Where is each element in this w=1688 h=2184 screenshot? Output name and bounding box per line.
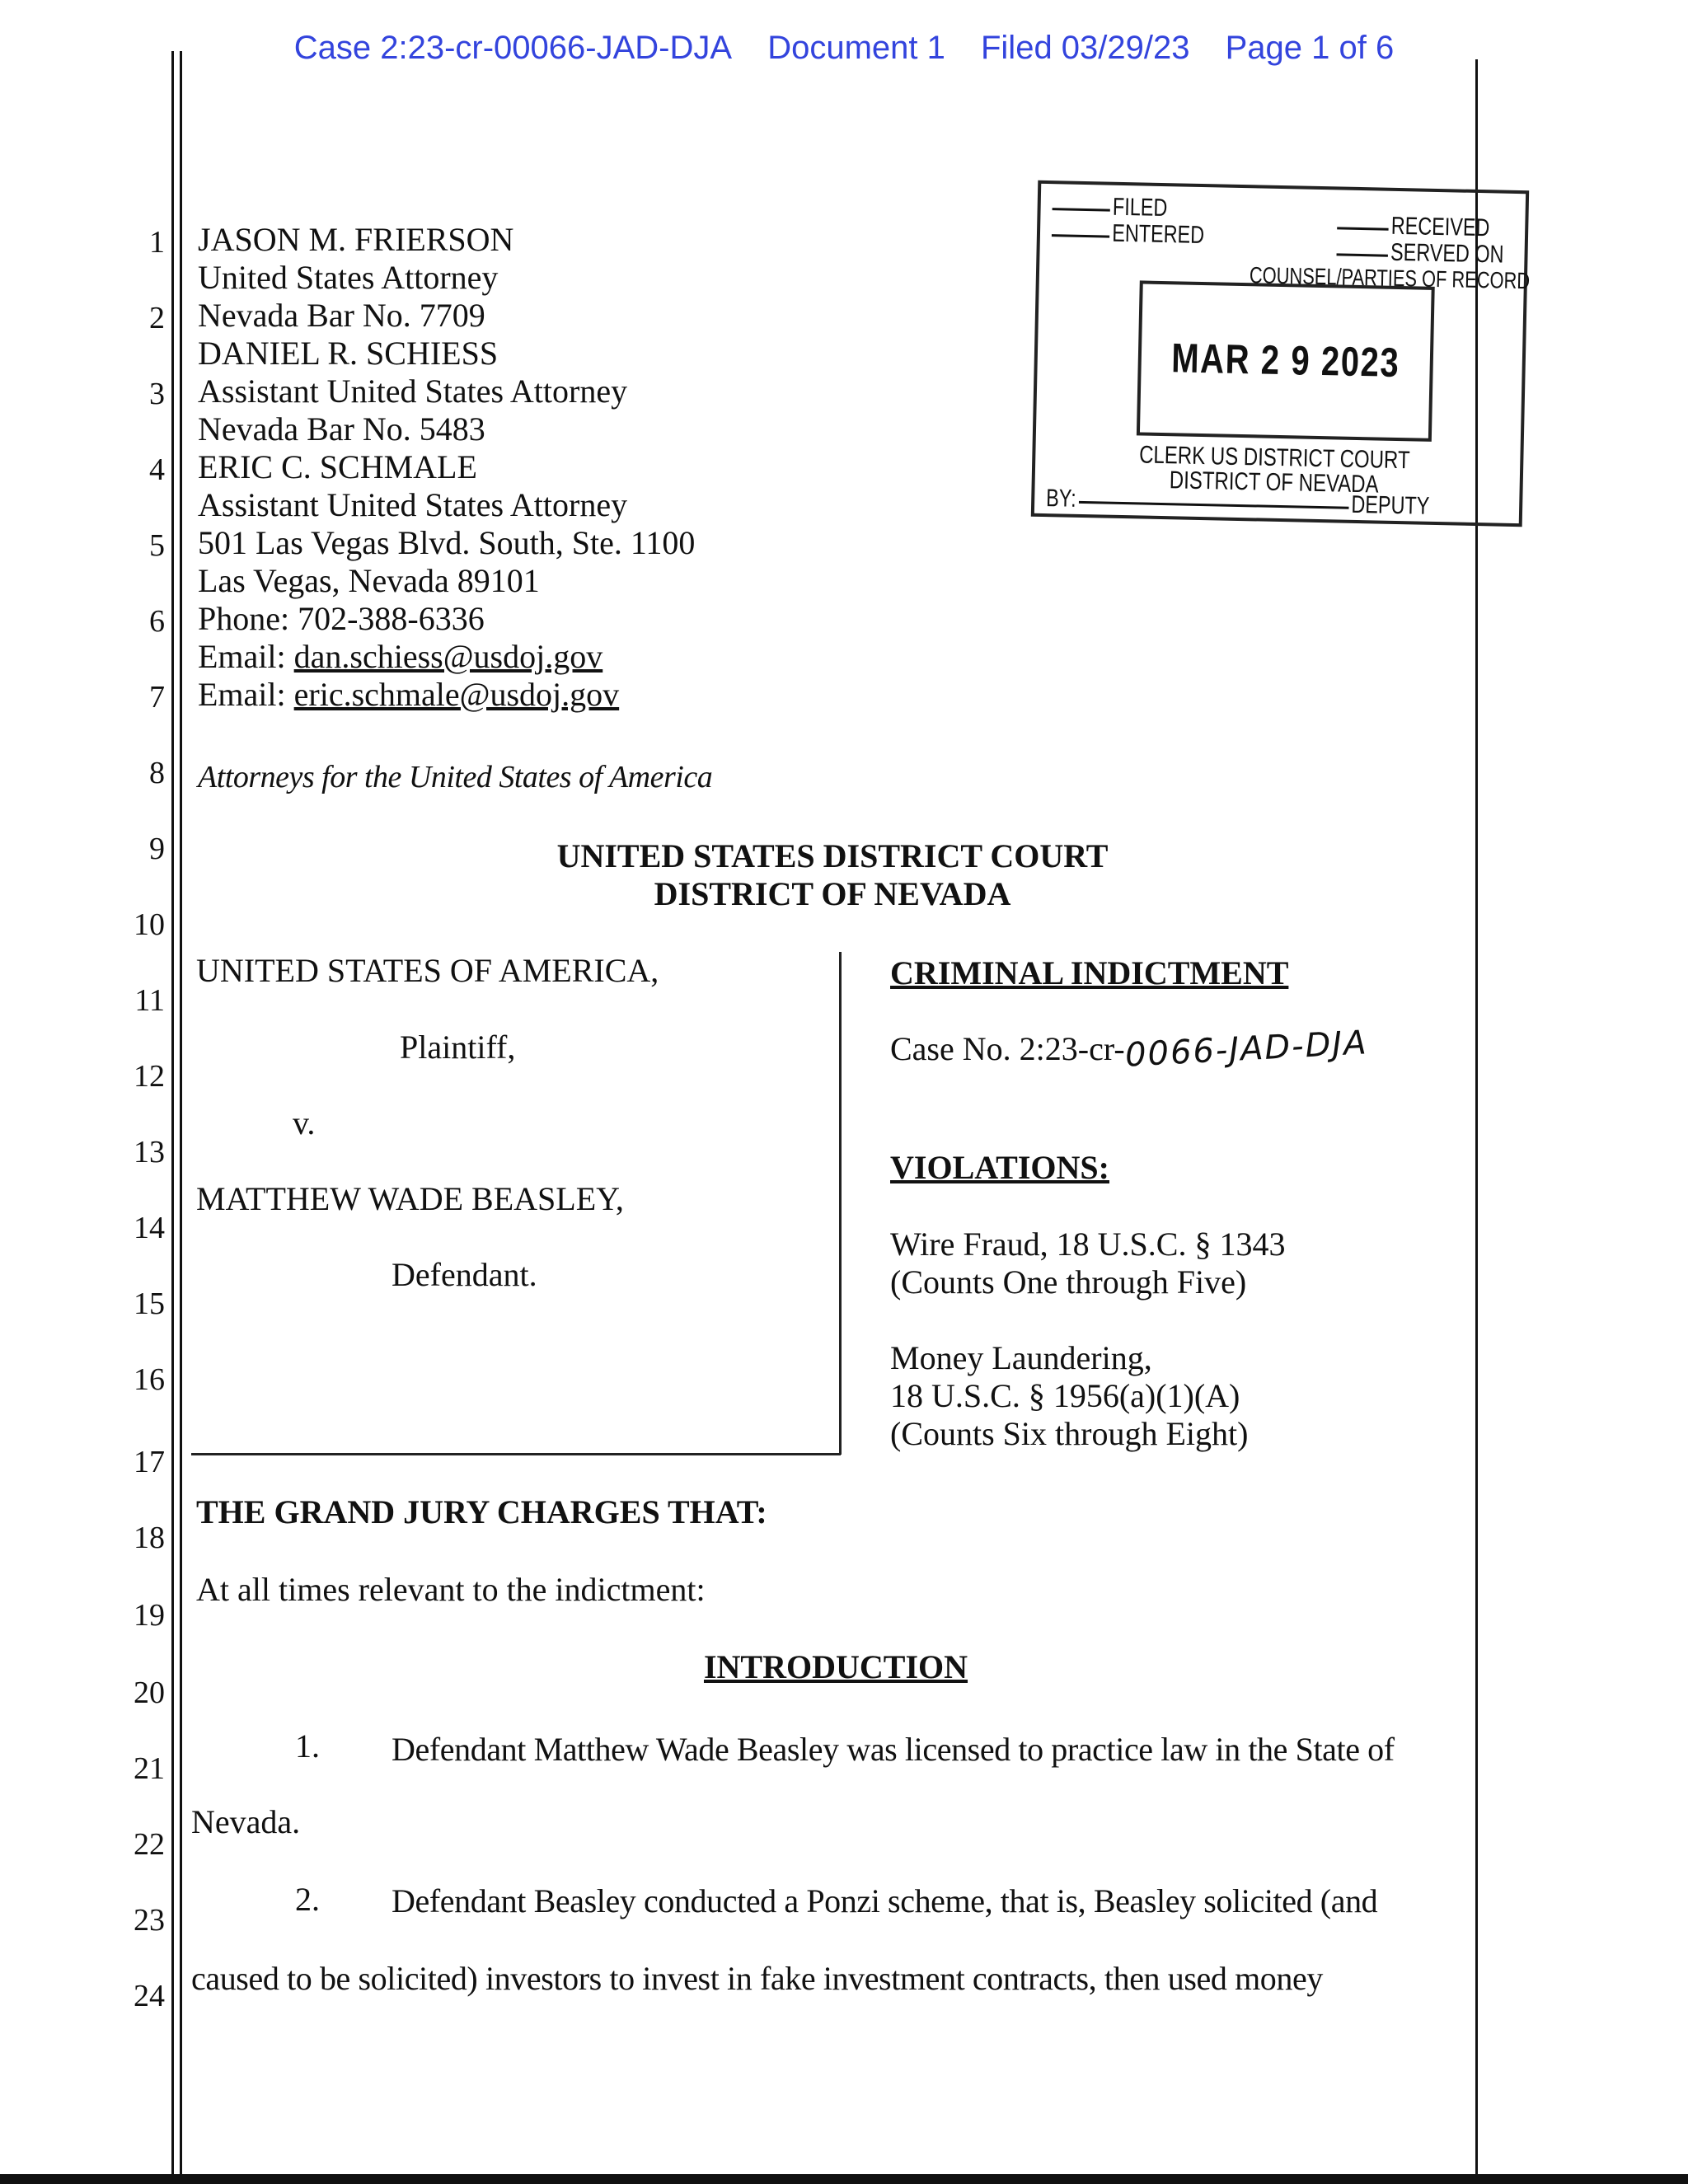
- plaintiff-label: Plaintiff,: [400, 1029, 516, 1066]
- paragraph-2-number: 2.: [295, 1881, 320, 1918]
- line-number: 13: [134, 1135, 165, 1169]
- stamp-date-box: [1137, 280, 1435, 441]
- attorney-line: 501 Las Vegas Blvd. South, Ste. 1100: [198, 524, 696, 561]
- caption-divider-horizontal: [191, 1453, 841, 1455]
- violation-money-laundering: Money Laundering,: [890, 1339, 1152, 1376]
- stamp-served-on: SERVED ON: [1336, 237, 1504, 269]
- line-number: 16: [134, 1362, 165, 1397]
- paragraph-1-number: 1.: [295, 1727, 320, 1765]
- filing-stamp: [1031, 180, 1529, 527]
- paragraph-1-line-2: Nevada.: [191, 1803, 301, 1840]
- paragraph-2-line-1: Defendant Beasley conducted a Ponzi scheme, that is, Beasley solicited (and: [392, 1882, 1378, 1919]
- line-number: 8: [149, 756, 165, 790]
- caption-divider-vertical: [839, 952, 842, 1455]
- attorney-line: Nevada Bar No. 7709: [198, 297, 485, 334]
- line-number: 21: [134, 1751, 165, 1786]
- line-number: 2: [149, 301, 165, 335]
- line-number: 12: [134, 1059, 165, 1094]
- violation-wire-fraud: Wire Fraud, 18 U.S.C. § 1343: [890, 1226, 1286, 1263]
- court-district: DISTRICT OF NEVADA: [654, 875, 1011, 912]
- email-line: [198, 676, 695, 714]
- stamp-date: MAR 2 9 2023: [1170, 335, 1400, 387]
- stamp-entered: ENTERED: [1052, 218, 1205, 250]
- email-link-schmale[interactable]: eric.schmale@usdoj.gov: [293, 676, 620, 713]
- attorney-line: Assistant United States Attorney: [198, 373, 628, 410]
- document-header: [0, 30, 1688, 67]
- line-number: 18: [134, 1521, 165, 1555]
- plaintiff-name: UNITED STATES OF AMERICA,: [196, 952, 659, 989]
- attorney-line: Assistant United States Attorney: [198, 486, 628, 523]
- left-margin-rule-outer: [171, 51, 174, 2174]
- header-filed: Filed 03/29/23: [980, 30, 1190, 66]
- line-number: 5: [149, 528, 165, 563]
- attorneys-for: Attorneys for the United States of America: [198, 760, 713, 794]
- case-number: [890, 1024, 1369, 1075]
- grand-jury-charges: THE GRAND JURY CHARGES THAT:: [196, 1493, 767, 1530]
- attorney-block: [198, 221, 695, 714]
- attorney-line: ERIC C. SCHMALE: [198, 448, 477, 485]
- line-number: 7: [149, 680, 165, 715]
- line-number: 15: [134, 1286, 165, 1321]
- email-label: Email:: [198, 638, 294, 675]
- email-link-schiess[interactable]: dan.schiess@usdoj.gov: [293, 638, 603, 675]
- email-line: [198, 638, 695, 676]
- page-bottom-edge: [0, 2174, 1688, 2184]
- stamp-filed: FILED: [1052, 192, 1167, 223]
- attorney-line: Las Vegas, Nevada 89101: [198, 562, 540, 599]
- line-number: 3: [149, 377, 165, 411]
- stamp-by: BY: DEPUTY: [1045, 485, 1430, 520]
- line-number: 4: [149, 452, 165, 487]
- email-label: Email:: [198, 676, 294, 713]
- attorney-line: Nevada Bar No. 5483: [198, 410, 485, 448]
- relevant-times: At all times relevant to the indictment:: [196, 1571, 706, 1608]
- case-number-handwritten: 0066-JAD-DJA: [1123, 1024, 1369, 1075]
- line-number: 11: [134, 983, 165, 1018]
- paragraph-2-line-2: caused to be solicited) investors to invest in fake investment contracts, then used money: [191, 1960, 1323, 1997]
- violation-wire-fraud-counts: (Counts One through Five): [890, 1263, 1247, 1301]
- line-number: 17: [134, 1445, 165, 1479]
- attorney-line: United States Attorney: [198, 259, 499, 296]
- stamp-received: RECEIVED: [1337, 211, 1490, 242]
- line-number: 1: [149, 225, 165, 260]
- violation-money-laundering-statute: 18 U.S.C. § 1956(a)(1)(A): [890, 1377, 1240, 1414]
- line-number: 24: [134, 1979, 165, 2013]
- header-case: Case 2:23-cr-00066-JAD-DJA: [293, 30, 733, 66]
- caption-versus: v.: [293, 1104, 316, 1141]
- line-number: 10: [134, 907, 165, 942]
- header-page: Page 1 of 6: [1225, 30, 1395, 66]
- paragraph-1-line-1: Defendant Matthew Wade Beasley was licensed to practice law in the State of: [392, 1731, 1395, 1768]
- line-number: 22: [134, 1827, 165, 1862]
- defendant-label: Defendant.: [392, 1256, 537, 1293]
- violations-title: VIOLATIONS:: [890, 1149, 1109, 1186]
- header-document: Document 1: [767, 30, 945, 66]
- attorney-line: Phone: 702-388-6336: [198, 600, 485, 637]
- line-number: 20: [134, 1675, 165, 1710]
- stamp-district: DISTRICT OF NEVADA: [1169, 466, 1379, 499]
- stamp-clerk: CLERK US DISTRICT COURT: [1138, 441, 1410, 475]
- stamp-counsel: COUNSEL/PARTIES OF RECORD: [1249, 262, 1531, 294]
- indictment-title: CRIMINAL INDICTMENT: [890, 954, 1289, 991]
- attorney-line: DANIEL R. SCHIESS: [198, 335, 499, 372]
- line-number: 14: [134, 1211, 165, 1245]
- defendant-name: MATTHEW WADE BEASLEY,: [196, 1180, 624, 1217]
- case-number-prefix: Case No. 2:23-cr-: [890, 1030, 1125, 1067]
- introduction-heading: INTRODUCTION: [703, 1648, 968, 1685]
- line-number: 23: [134, 1903, 165, 1938]
- attorney-line: JASON M. FRIERSON: [198, 221, 514, 258]
- line-number: 9: [149, 832, 165, 866]
- line-number: 6: [149, 604, 165, 639]
- line-number: 19: [134, 1598, 165, 1633]
- violation-money-laundering-counts: (Counts Six through Eight): [890, 1415, 1249, 1452]
- court-name: UNITED STATES DISTRICT COURT: [556, 837, 1109, 874]
- left-margin-rule-inner: [180, 51, 182, 2174]
